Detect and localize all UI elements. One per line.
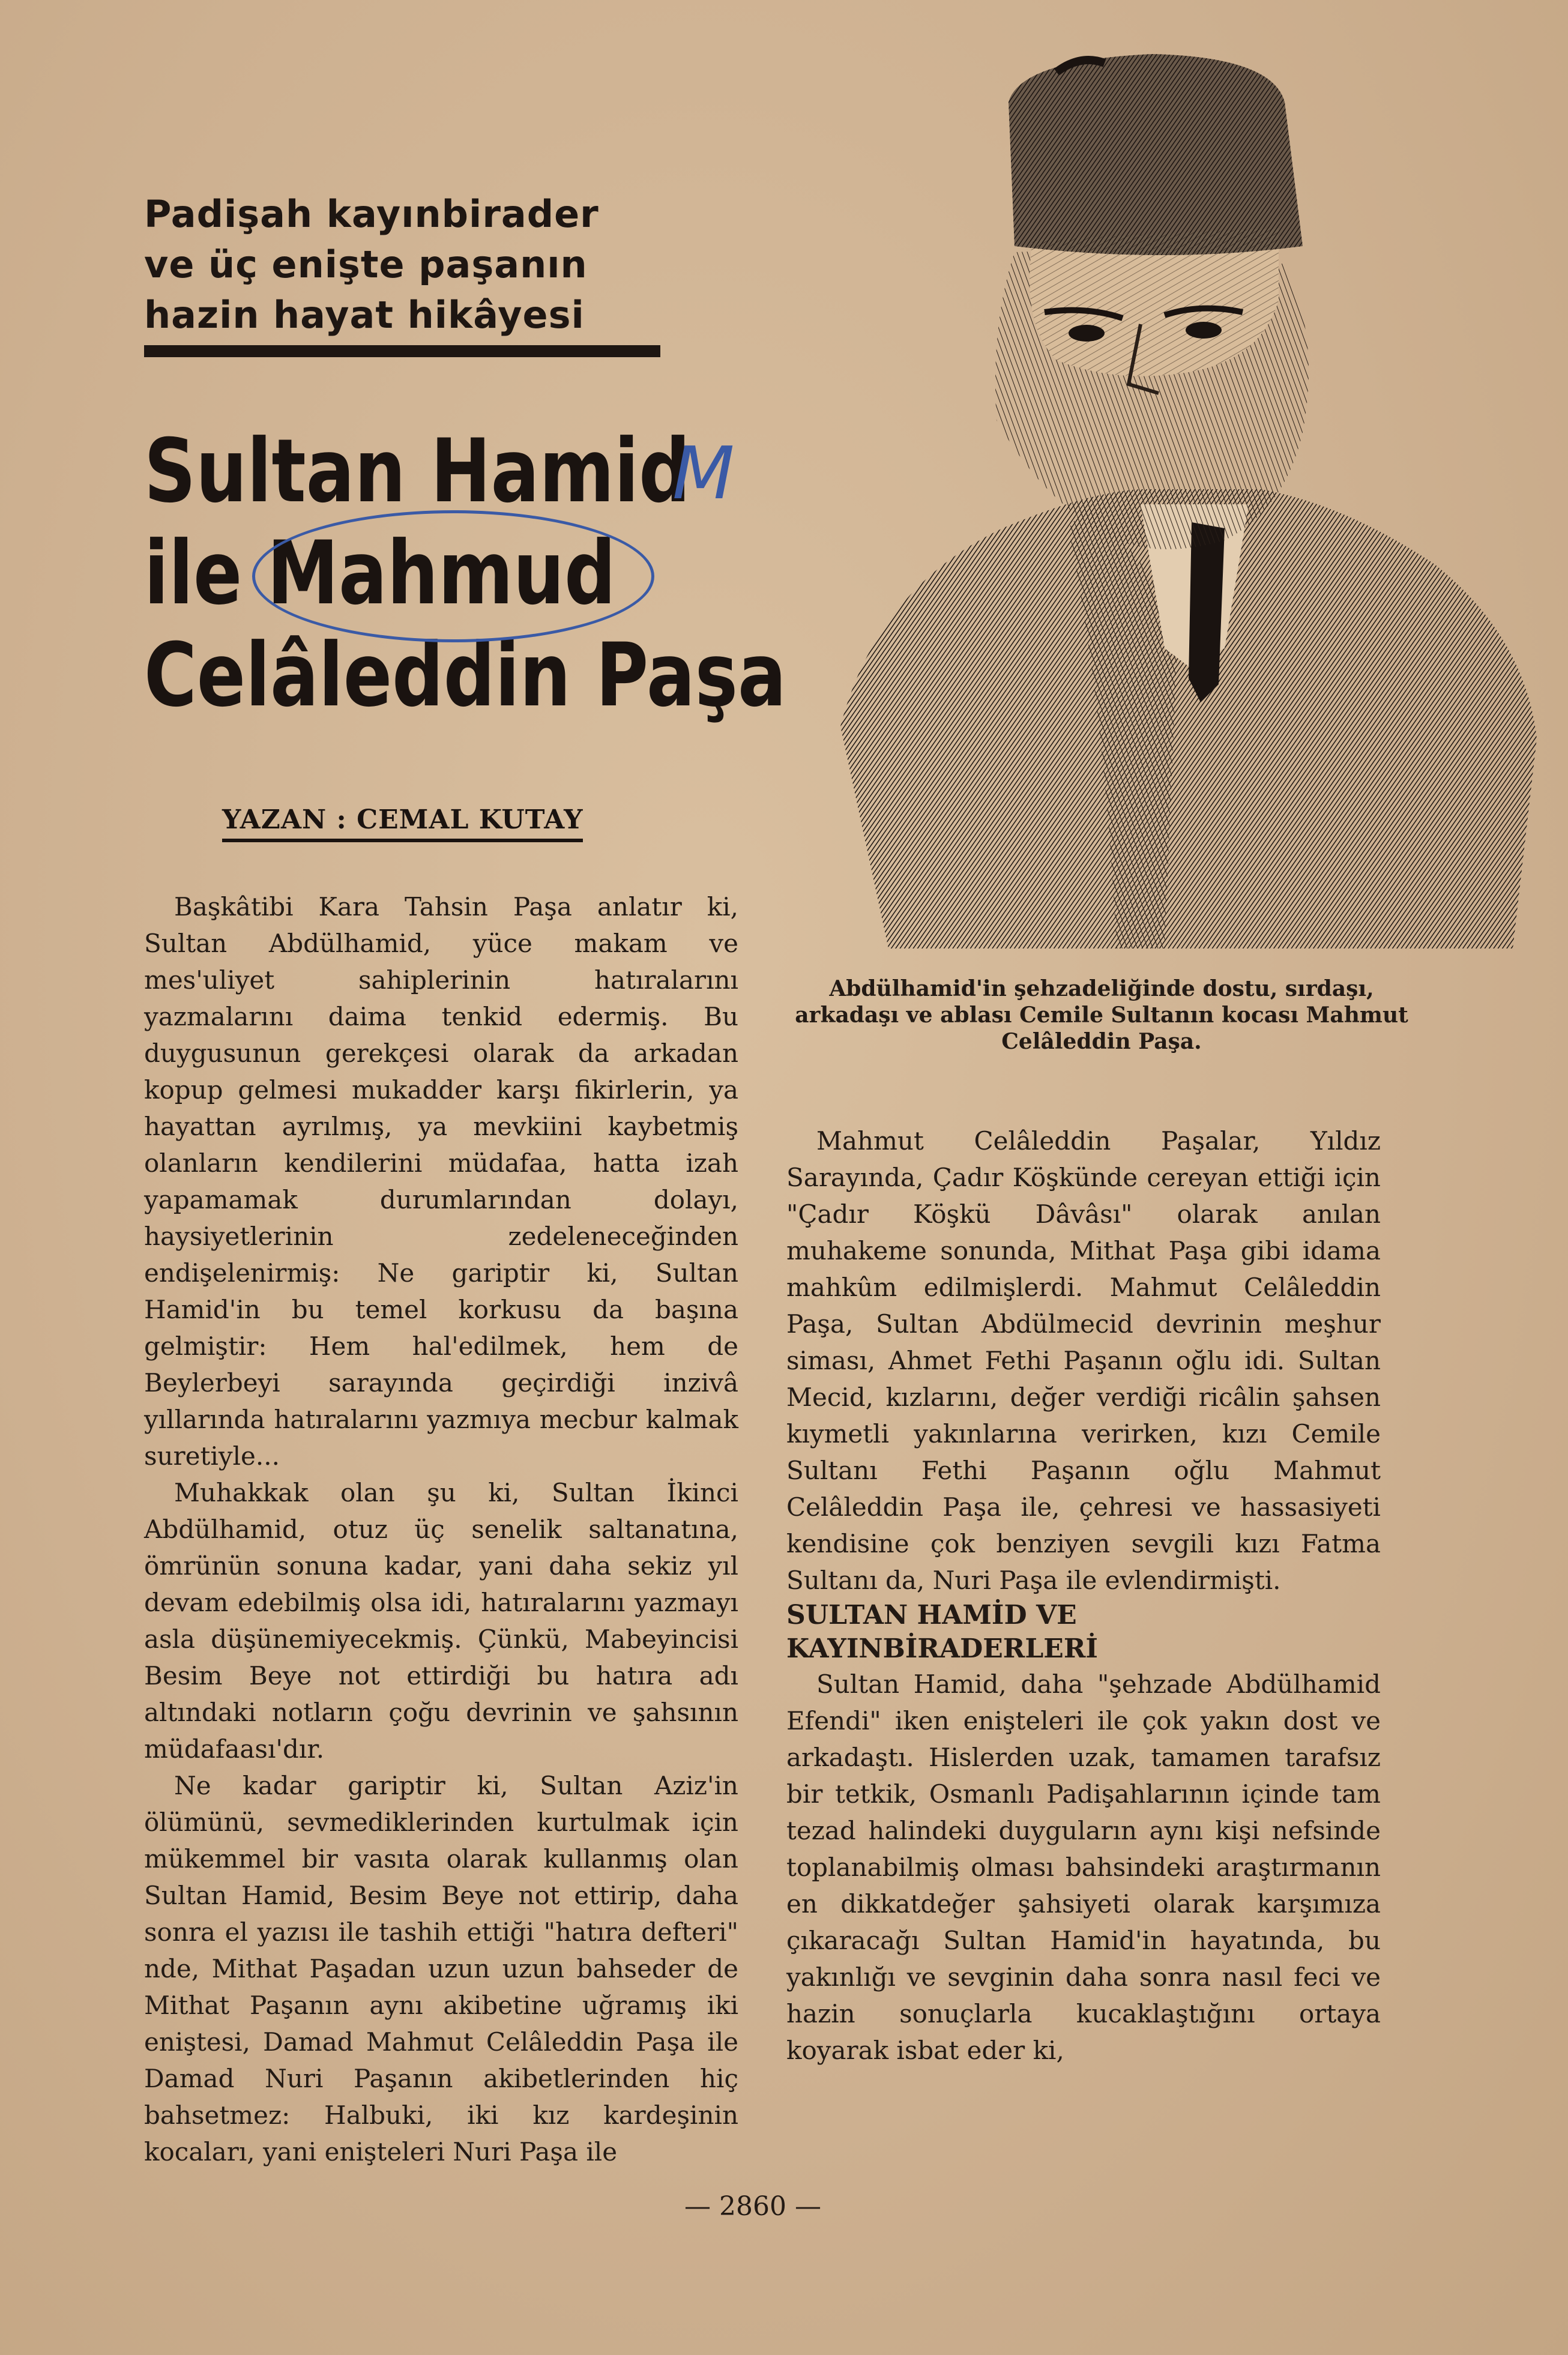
ink-circle-mark — [252, 510, 654, 642]
article-paragraph: Mahmut Celâleddin Paşalar, Yıldız Sarayında, Çadır Köşkünde cereyan ettiği için "Çadır Köşkü Dâvâsı" olarak anılan muhakeme sonunda, Mithat Paşa gibi idama mahkûm edilmişlerdi. Mahmut Celâleddin Paşa, Sultan Abdülmecid devrinin meşhur siması, Ahmet Fethi Paşanın oğlu idi. Sultan Mecid, kızlarını, değer verdiği ricâlin şahsen kıymetli yakınlarına verirken, kızı Cemile Sultanı Fethi Paşanın oğlu Mahmut Celâleddin Paşa ile, çehresi ve hassasiyeti kendisine çok benziyen sevgili kızı Fatma Sultanı da, Nuri Paşa ile evlendirmişti. — [786, 1126, 1381, 1595]
article-column-right — [786, 1123, 1381, 2069]
handwritten-note: M — [672, 432, 735, 516]
portrait-engraving — [804, 48, 1543, 960]
headline-line: ile Mahmud — [144, 522, 616, 624]
kicker-line: Padişah kayınbirader — [144, 192, 599, 236]
headline-line: Celâleddin Paşa — [144, 624, 786, 726]
kicker-headline — [144, 189, 672, 340]
page-number: — 2860 — — [684, 2191, 821, 2222]
kicker-line: ve üç enişte paşanın — [144, 243, 588, 286]
article-column-left — [144, 888, 738, 2170]
byline: YAZAN : CEMAL KUTAY — [222, 804, 583, 842]
article-paragraph: Ne kadar gariptir ki, Sultan Aziz'in ölümünü, sevmediklerinden kurtulmak için mükemmel bir vasıta olarak kullanmış olan Sultan Hamid, Besim Beye not ettirip, daha sonra el yazısı ile tashih ettiği "hatıra defteri" nde, Mithat Paşadan uzun uzun bahseder de Mithat Paşanın aynı akibetine uğramış iki eniştesi, Damad Mahmut Celâleddin Paşa ile Damad Nuri Paşanın akibetlerinden hiç bahsetmez: Halbuki, iki kız kardeşinin kocaları, yani enişteleri Nuri Paşa ile — [144, 1771, 738, 2167]
article-paragraph: Muhakkak olan şu ki, Sultan İkinci Abdülhamid, otuz üç senelik saltanatına, ömrünün sonuna kadar, yani daha sekiz yıl devam edebilmiş olsa idi, hatıralarını yazmayı asla düşünemiyecekmiş. Çünkü, Mabeyincisi Besim Beye not ettirdiği bu hatıra adı altındaki notların çoğu devrinin ve şahsının müdafaası'dır. — [144, 1478, 738, 1764]
headline-line: Sultan Hamid — [144, 420, 690, 522]
article-paragraph: Sultan Hamid, daha "şehzade Abdülhamid Efendi" iken enişteleri ile çok yakın dost ve arkadaştı. Hislerden uzak, tamamen tarafsız bir tetkik, Osmanlı Padişahlarının içinde tam tezad halindeki duyguların aynı kişi nefsinde toplanabilmiş olması bahsindeki araştırmanın en dikkatdeğer şahsiyeti olarak karşımıza çıkaracağı Sultan Hamid'in hayatında, bu yakınlığı ve sevginin daha sonra nasıl feci ve hazin sonuçlarla kucaklaştığını ortaya koyarak isbat eder ki, — [786, 1669, 1381, 2065]
kicker-line: hazin hayat hikâyesi — [144, 293, 585, 337]
portrait-caption: Abdülhamid'in şehzadeliğinde dostu, sırdaşı, arkadaşı ve ablası Cemile Sultanın kocası Mahmut Celâleddin Paşa. — [795, 976, 1408, 1054]
article-paragraph: Başkâtibi Kara Tahsin Paşa anlatır ki, Sultan Abdülhamid, yüce makam ve mes'uliyet sahiplerinin hatıralarını yazmalarını daima tenkid edermiş. Bu duygusunun gerekçesi olarak da arkadan kopup gelmesi mukadder karşı fikirlerin, ya hayattan ayrılmış, ya mevkiini kaybetmiş olanların kendilerini müdafaa, hatta izah yapamamak durumlarından dolayı, haysiyetlerinin zedeleneceğinden endişelenirmiş: Ne gariptir ki, Sultan Hamid'in bu temel korkusu da başına gelmiştir: Hem hal'edilmek, hem de Beylerbeyi sarayında geçirdiği inzivâ yıllarında hatıralarını yazmıya mecbur kalmak suretiyle... — [144, 892, 738, 1471]
section-heading: SULTAN HAMİD VE KAYINBİRADERLERİ — [786, 1600, 1098, 1664]
kicker-rule — [144, 345, 660, 357]
